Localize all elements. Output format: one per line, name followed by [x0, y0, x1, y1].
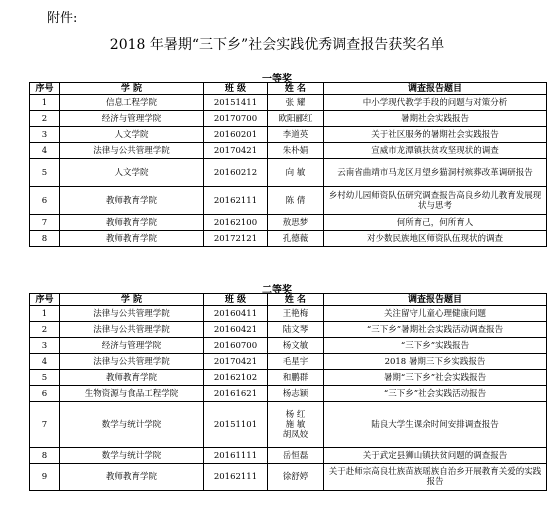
report-title-cell: 乡村幼儿园师资队伍研究调查报告高良乡幼儿教育发展现状与思考 — [324, 187, 547, 215]
report-title-cell: “三下乡”暑期社会实践活动调查报告 — [324, 322, 547, 338]
header-class: 班 级 — [204, 83, 268, 95]
first-prize-row — [30, 143, 547, 159]
second-prize-row — [30, 338, 547, 354]
class-cell: 20161111 — [204, 448, 268, 464]
college-cell: 法律与公共管理学院 — [60, 143, 204, 159]
college-cell: 经济与管理学院 — [60, 338, 204, 354]
second-prize-row — [30, 402, 547, 448]
class-cell: 20161621 — [204, 386, 268, 402]
attachment-label: 附件: — [47, 11, 78, 26]
second-prize-row — [30, 370, 547, 386]
name-cell: 敖思梦 — [268, 215, 324, 231]
seq-cell: 2 — [30, 322, 60, 338]
header-seq: 序号 — [30, 83, 60, 95]
college-cell: 信息工程学院 — [60, 95, 204, 111]
college-cell: 生物资源与食品工程学院 — [60, 386, 204, 402]
class-cell: 20170700 — [204, 111, 268, 127]
report-title-cell: “三下乡”实践报告 — [324, 338, 547, 354]
second-prize-row — [30, 448, 547, 464]
class-cell: 20162111 — [204, 187, 268, 215]
seq-cell: 6 — [30, 386, 60, 402]
seq-cell: 1 — [30, 306, 60, 322]
class-cell: 20160201 — [204, 127, 268, 143]
seq-cell: 3 — [30, 338, 60, 354]
seq-cell: 4 — [30, 143, 60, 159]
college-cell: 法律与公共管理学院 — [60, 354, 204, 370]
second-prize-row — [30, 322, 547, 338]
name-cell: 陈 倩 — [268, 187, 324, 215]
first-prize-row — [30, 187, 547, 215]
college-cell: 法律与公共管理学院 — [60, 306, 204, 322]
report-title-cell: 暑期社会实践报告 — [324, 111, 547, 127]
college-cell: 数学与统计学院 — [60, 402, 204, 448]
seq-cell: 5 — [30, 159, 60, 187]
first-prize-row — [30, 159, 547, 187]
name-cell: 岳恒磊 — [268, 448, 324, 464]
report-title-cell: 关于赴师宗高良壮族苗族瑶族自治乡开展教育关爱的实践报告 — [324, 464, 547, 491]
seq-cell: 7 — [30, 215, 60, 231]
header-class: 班 级 — [204, 294, 268, 306]
report-title-cell: 对少数民族地区师资队伍现状的调查 — [324, 231, 547, 247]
college-cell: 教师教育学院 — [60, 464, 204, 491]
college-cell: 教师教育学院 — [60, 370, 204, 386]
college-cell: 法律与公共管理学院 — [60, 322, 204, 338]
first-prize-heading: 一等奖 — [262, 74, 292, 85]
class-cell: 20160411 — [204, 306, 268, 322]
header-seq: 序号 — [30, 294, 60, 306]
class-cell: 20151101 — [204, 402, 268, 448]
class-cell: 20151411 — [204, 95, 268, 111]
header-college: 学 院 — [60, 83, 204, 95]
report-title-cell: 关于社区服务的暑期社会实践报告 — [324, 127, 547, 143]
name-cell: 欧阳郦红 — [268, 111, 324, 127]
name-cell: 孔德薇 — [268, 231, 324, 247]
class-cell: 20162102 — [204, 370, 268, 386]
first-prize-row — [30, 127, 547, 143]
first-prize-row — [30, 231, 547, 247]
seq-cell: 6 — [30, 187, 60, 215]
report-title-cell: 宣威市龙潭镇扶贫攻坚现状的调查 — [324, 143, 547, 159]
class-cell: 20160421 — [204, 322, 268, 338]
name-cell: 陆文琴 — [268, 322, 324, 338]
header-name: 姓 名 — [268, 83, 324, 95]
name-cell: 和鹏群 — [268, 370, 324, 386]
report-title-cell: 云南省曲靖市马龙区月望乡猫洞村殡葬改革调研报告 — [324, 159, 547, 187]
second-prize-row — [30, 464, 547, 491]
header-report-title: 调查报告题目 — [324, 294, 547, 306]
second-prize-row — [30, 386, 547, 402]
second-prize-row — [30, 354, 547, 370]
name-cell: 向 敏 — [268, 159, 324, 187]
college-cell: 数学与统计学院 — [60, 448, 204, 464]
seq-cell: 1 — [30, 95, 60, 111]
report-title-cell: 中小学现代教学手段的问题与对策分析 — [324, 95, 547, 111]
seq-cell: 8 — [30, 448, 60, 464]
class-cell: 20170421 — [204, 354, 268, 370]
name-cell: 杨 红 施 敏 胡凤姣 — [268, 402, 324, 448]
name-cell: 朱朴娟 — [268, 143, 324, 159]
college-cell: 教师教育学院 — [60, 187, 204, 215]
class-cell: 20170421 — [204, 143, 268, 159]
first-prize-row — [30, 215, 547, 231]
report-title-cell: 2018 暑期三下乡实践报告 — [324, 354, 547, 370]
name-cell: 李道英 — [268, 127, 324, 143]
seq-cell: 5 — [30, 370, 60, 386]
college-cell: 经济与管理学院 — [60, 111, 204, 127]
name-cell: 杨志颖 — [268, 386, 324, 402]
first-prize-row — [30, 111, 547, 127]
seq-cell: 2 — [30, 111, 60, 127]
name-cell: 徐舒婷 — [268, 464, 324, 491]
report-title-cell: “三下乡”社会实践活动报告 — [324, 386, 547, 402]
college-cell: 人文学院 — [60, 127, 204, 143]
report-title-cell: 关于武定县狮山镇扶贫问题的调查报告 — [324, 448, 547, 464]
class-cell: 20160212 — [204, 159, 268, 187]
name-cell: 杨文敏 — [268, 338, 324, 354]
seq-cell: 7 — [30, 402, 60, 448]
header-report-title: 调查报告题目 — [324, 83, 547, 95]
class-cell: 20160700 — [204, 338, 268, 354]
second-prize-heading: 二等奖 — [262, 285, 292, 296]
college-cell: 教师教育学院 — [60, 215, 204, 231]
report-title-cell: 关注留守儿童心理健康问题 — [324, 306, 547, 322]
document-title: 2018 年暑期“三下乡”社会实践优秀调查报告获奖名单 — [109, 37, 445, 53]
report-title-cell: 暑期“三下乡”社会实践报告 — [324, 370, 547, 386]
first-prize-row — [30, 95, 547, 111]
second-prize-table — [29, 293, 547, 491]
first-prize-table — [29, 82, 547, 247]
college-cell: 人文学院 — [60, 159, 204, 187]
report-title-cell: 何所育己，何所育人 — [324, 215, 547, 231]
class-cell: 20162111 — [204, 464, 268, 491]
seq-cell: 8 — [30, 231, 60, 247]
class-cell: 20162100 — [204, 215, 268, 231]
report-title-cell: 陆良大学生课余时间安排调查报告 — [324, 402, 547, 448]
header-college: 学 院 — [60, 294, 204, 306]
college-cell: 教师教育学院 — [60, 231, 204, 247]
second-prize-row — [30, 306, 547, 322]
header-name: 姓 名 — [268, 294, 324, 306]
seq-cell: 3 — [30, 127, 60, 143]
seq-cell: 4 — [30, 354, 60, 370]
seq-cell: 9 — [30, 464, 60, 491]
class-cell: 20172121 — [204, 231, 268, 247]
name-cell: 王艳梅 — [268, 306, 324, 322]
name-cell: 张 耀 — [268, 95, 324, 111]
name-cell: 毛星宇 — [268, 354, 324, 370]
